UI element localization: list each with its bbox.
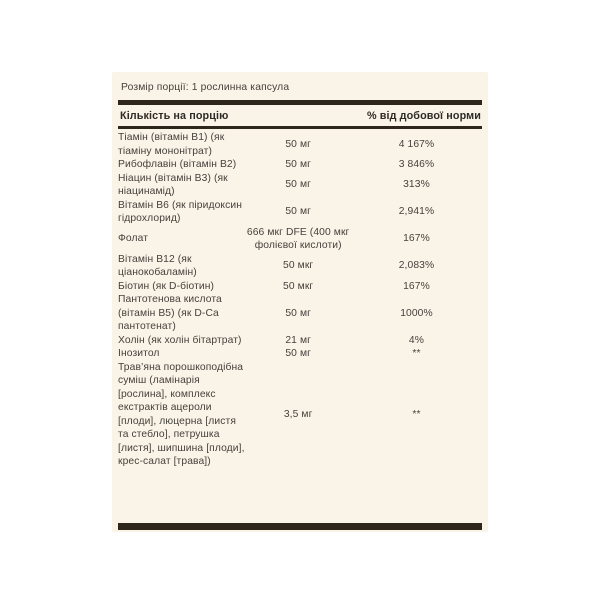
ingredient-amount: 50 мг [285, 159, 311, 170]
ingredient-amount: 50 мг [285, 307, 311, 319]
ingredient-daily-value: 1000% [400, 307, 433, 319]
ingredient-row [118, 172, 482, 199]
ingredient-amount: 666 мкг DFE (400 мкг фолієвої кислоти) [246, 226, 350, 251]
header-divider-bar [118, 126, 482, 129]
table-body [118, 131, 482, 469]
ingredient-amount: 3,5 мг [283, 408, 313, 420]
ingredient-amount: 50 мкг [283, 280, 314, 292]
ingredient-row [118, 361, 482, 469]
ingredient-daily-value: 3 846% [398, 159, 435, 170]
ingredient-row [118, 253, 482, 280]
ingredient-daily-value: ** [412, 408, 421, 420]
ingredient-name: Вітамін B6 (як піридоксин гідрохлорид) [118, 199, 243, 224]
ingredient-name: Біотин (як D-біотин) [118, 280, 215, 292]
supplement-facts-table [118, 131, 482, 469]
ingredient-row [118, 158, 482, 172]
ingredient-name: Трав’яна порошкоподібна суміш (ламінарія [рослина], комплекс екстрактів ацероли [плоди], люцерна [листя та стебло], петрушка [листя], шипшина [плоди], крес-салат [трава]) [118, 361, 245, 467]
ingredient-name: Інозитол [118, 348, 160, 359]
ingredient-amount: 50 мг [285, 138, 311, 150]
ingredient-amount: 50 мкг [283, 260, 314, 272]
ingredient-daily-value: 167% [403, 233, 430, 245]
ingredient-name: Фолат [118, 233, 149, 245]
ingredient-name: Вітамін B12 (як ціанокобаламін) [118, 253, 197, 278]
ingredient-row [118, 334, 482, 348]
header-amount-per-serving: Кількість на порцію [120, 110, 229, 122]
ingredient-daily-value: 167% [403, 280, 430, 292]
ingredient-row [118, 280, 482, 294]
supplement-facts-panel [112, 72, 488, 532]
ingredient-name: Холін (як холін бітартрат) [118, 334, 242, 346]
ingredient-amount: 50 мг [285, 206, 311, 218]
ingredient-name: Тіамін (вітамін B1) (як тіаміну мононітрат) [118, 132, 225, 157]
ingredient-daily-value: 4 167% [398, 138, 435, 150]
table-header-row [118, 105, 482, 126]
ingredient-amount: 50 мг [285, 348, 311, 359]
bottom-divider-bar [118, 523, 482, 530]
serving-size-text: Розмір порції: 1 рослинна капсула [121, 82, 290, 93]
ingredient-row [118, 347, 482, 361]
ingredient-row [118, 226, 482, 253]
ingredient-row [118, 131, 482, 158]
ingredient-amount: 50 мг [285, 179, 311, 191]
ingredient-daily-value: 313% [403, 179, 430, 191]
ingredient-name: Пантотенова кислота (вітамін B5) (як D-Ca пантотенат) [118, 294, 222, 332]
ingredient-daily-value: ** [412, 348, 421, 359]
ingredient-name: Рибофлавін (вітамін B2) [118, 159, 237, 170]
ingredient-amount: 21 мг [285, 334, 311, 346]
ingredient-daily-value: 4% [408, 334, 425, 346]
ingredient-daily-value: 2,083% [398, 260, 435, 272]
ingredient-row [118, 199, 482, 226]
ingredient-daily-value: 2,941% [398, 206, 435, 218]
ingredient-name: Ніацин (вітамін B3) (як ніацинамід) [118, 172, 228, 197]
header-daily-value: % від добової норми [366, 110, 481, 122]
ingredient-row [118, 293, 482, 334]
